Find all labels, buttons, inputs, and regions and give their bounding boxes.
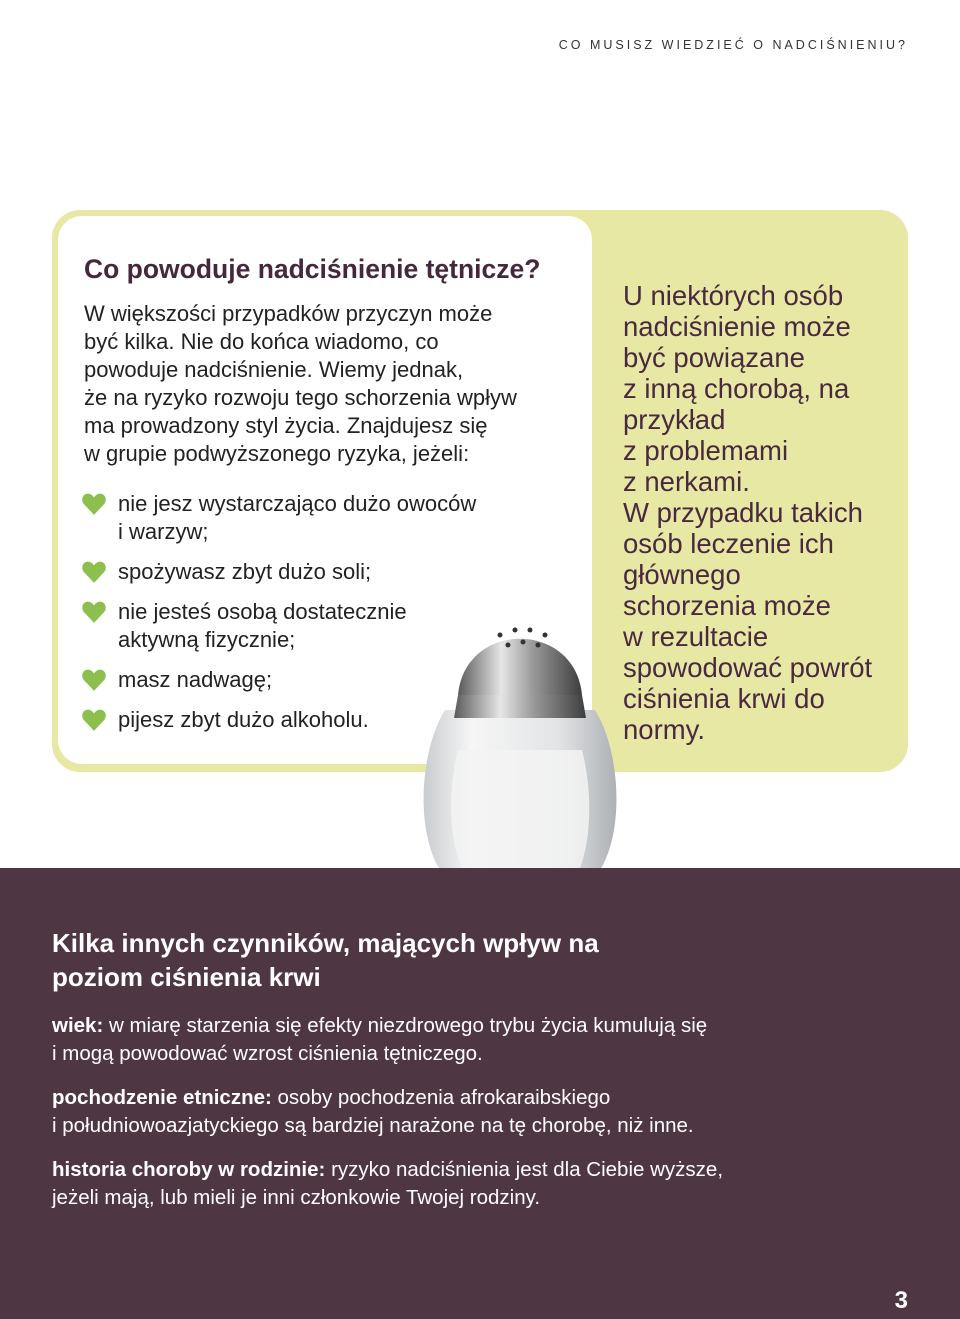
heart-bullet-icon [81,600,107,624]
running-header: CO MUSISZ WIEDZIEĆ O NADCIŚNIENIU? [558,38,908,52]
causes-intro: W większości przypadków przyczyn może być kilka. Nie do końca wiadomo, co powoduje nadciśnienie. Wiemy jednak, że na ryzyko rozwoju tego schorzenia wpływ ma prowadzony styl życia. Znajdujesz się w grupie podwyższonego ryzyka, jeżeli: [84,301,517,466]
heart-bullet-icon [81,492,107,516]
page-number: 3 [894,1287,908,1314]
factor-age: wiek: w miarę starzenia się efekty niezdrowego trybu życia kumulują się i mogą powodować wzrost ciśnienia tętniczego. [52,1014,708,1065]
factor-ethnicity: pochodzenie etniczne: osoby pochodzenia afrokaraibskiego i południowoazjatyckiego są bardziej narażone na tę chorobę, niż inne. [52,1086,694,1137]
causes-title: Co powoduje nadciśnienie tętnicze? [84,254,541,284]
factor-family-history: historia choroby w rodzinie: ryzyko nadciśnienia jest dla Ciebie wyższe, jeżeli mają, lub mieli je inni członkowie Twojej rodziny. [52,1158,724,1209]
heart-bullet-icon [81,708,107,732]
other-factors-title: Kilka innych czynników, mających wpływ na poziom ciśnienia krwi [52,928,599,992]
risk-item: pijesz zbyt dużo alkoholu. [84,706,584,734]
risk-item: spożywasz zbyt dużo soli; [84,558,584,586]
risk-list [84,490,584,734]
risk-item: nie jesteś osobą dostatecznie aktywną fizycznie; [84,598,584,654]
other-factors-section [0,868,960,1319]
kidney-note: U niektórych osób nadciśnienie może być powiązane z inną chorobą, na przykład z problemami z nerkami. W przypadku takich osób leczenie ich głównego schorzenia może w rezultacie spowodować powrót ciśnienia krwi do normy. [623,280,873,745]
heart-bullet-icon [81,668,107,692]
risk-item: nie jesz wystarczająco dużo owoców i warzyw; [84,490,584,546]
causes-column [84,252,584,746]
heart-bullet-icon [81,560,107,584]
risk-item: masz nadwagę; [84,666,584,694]
